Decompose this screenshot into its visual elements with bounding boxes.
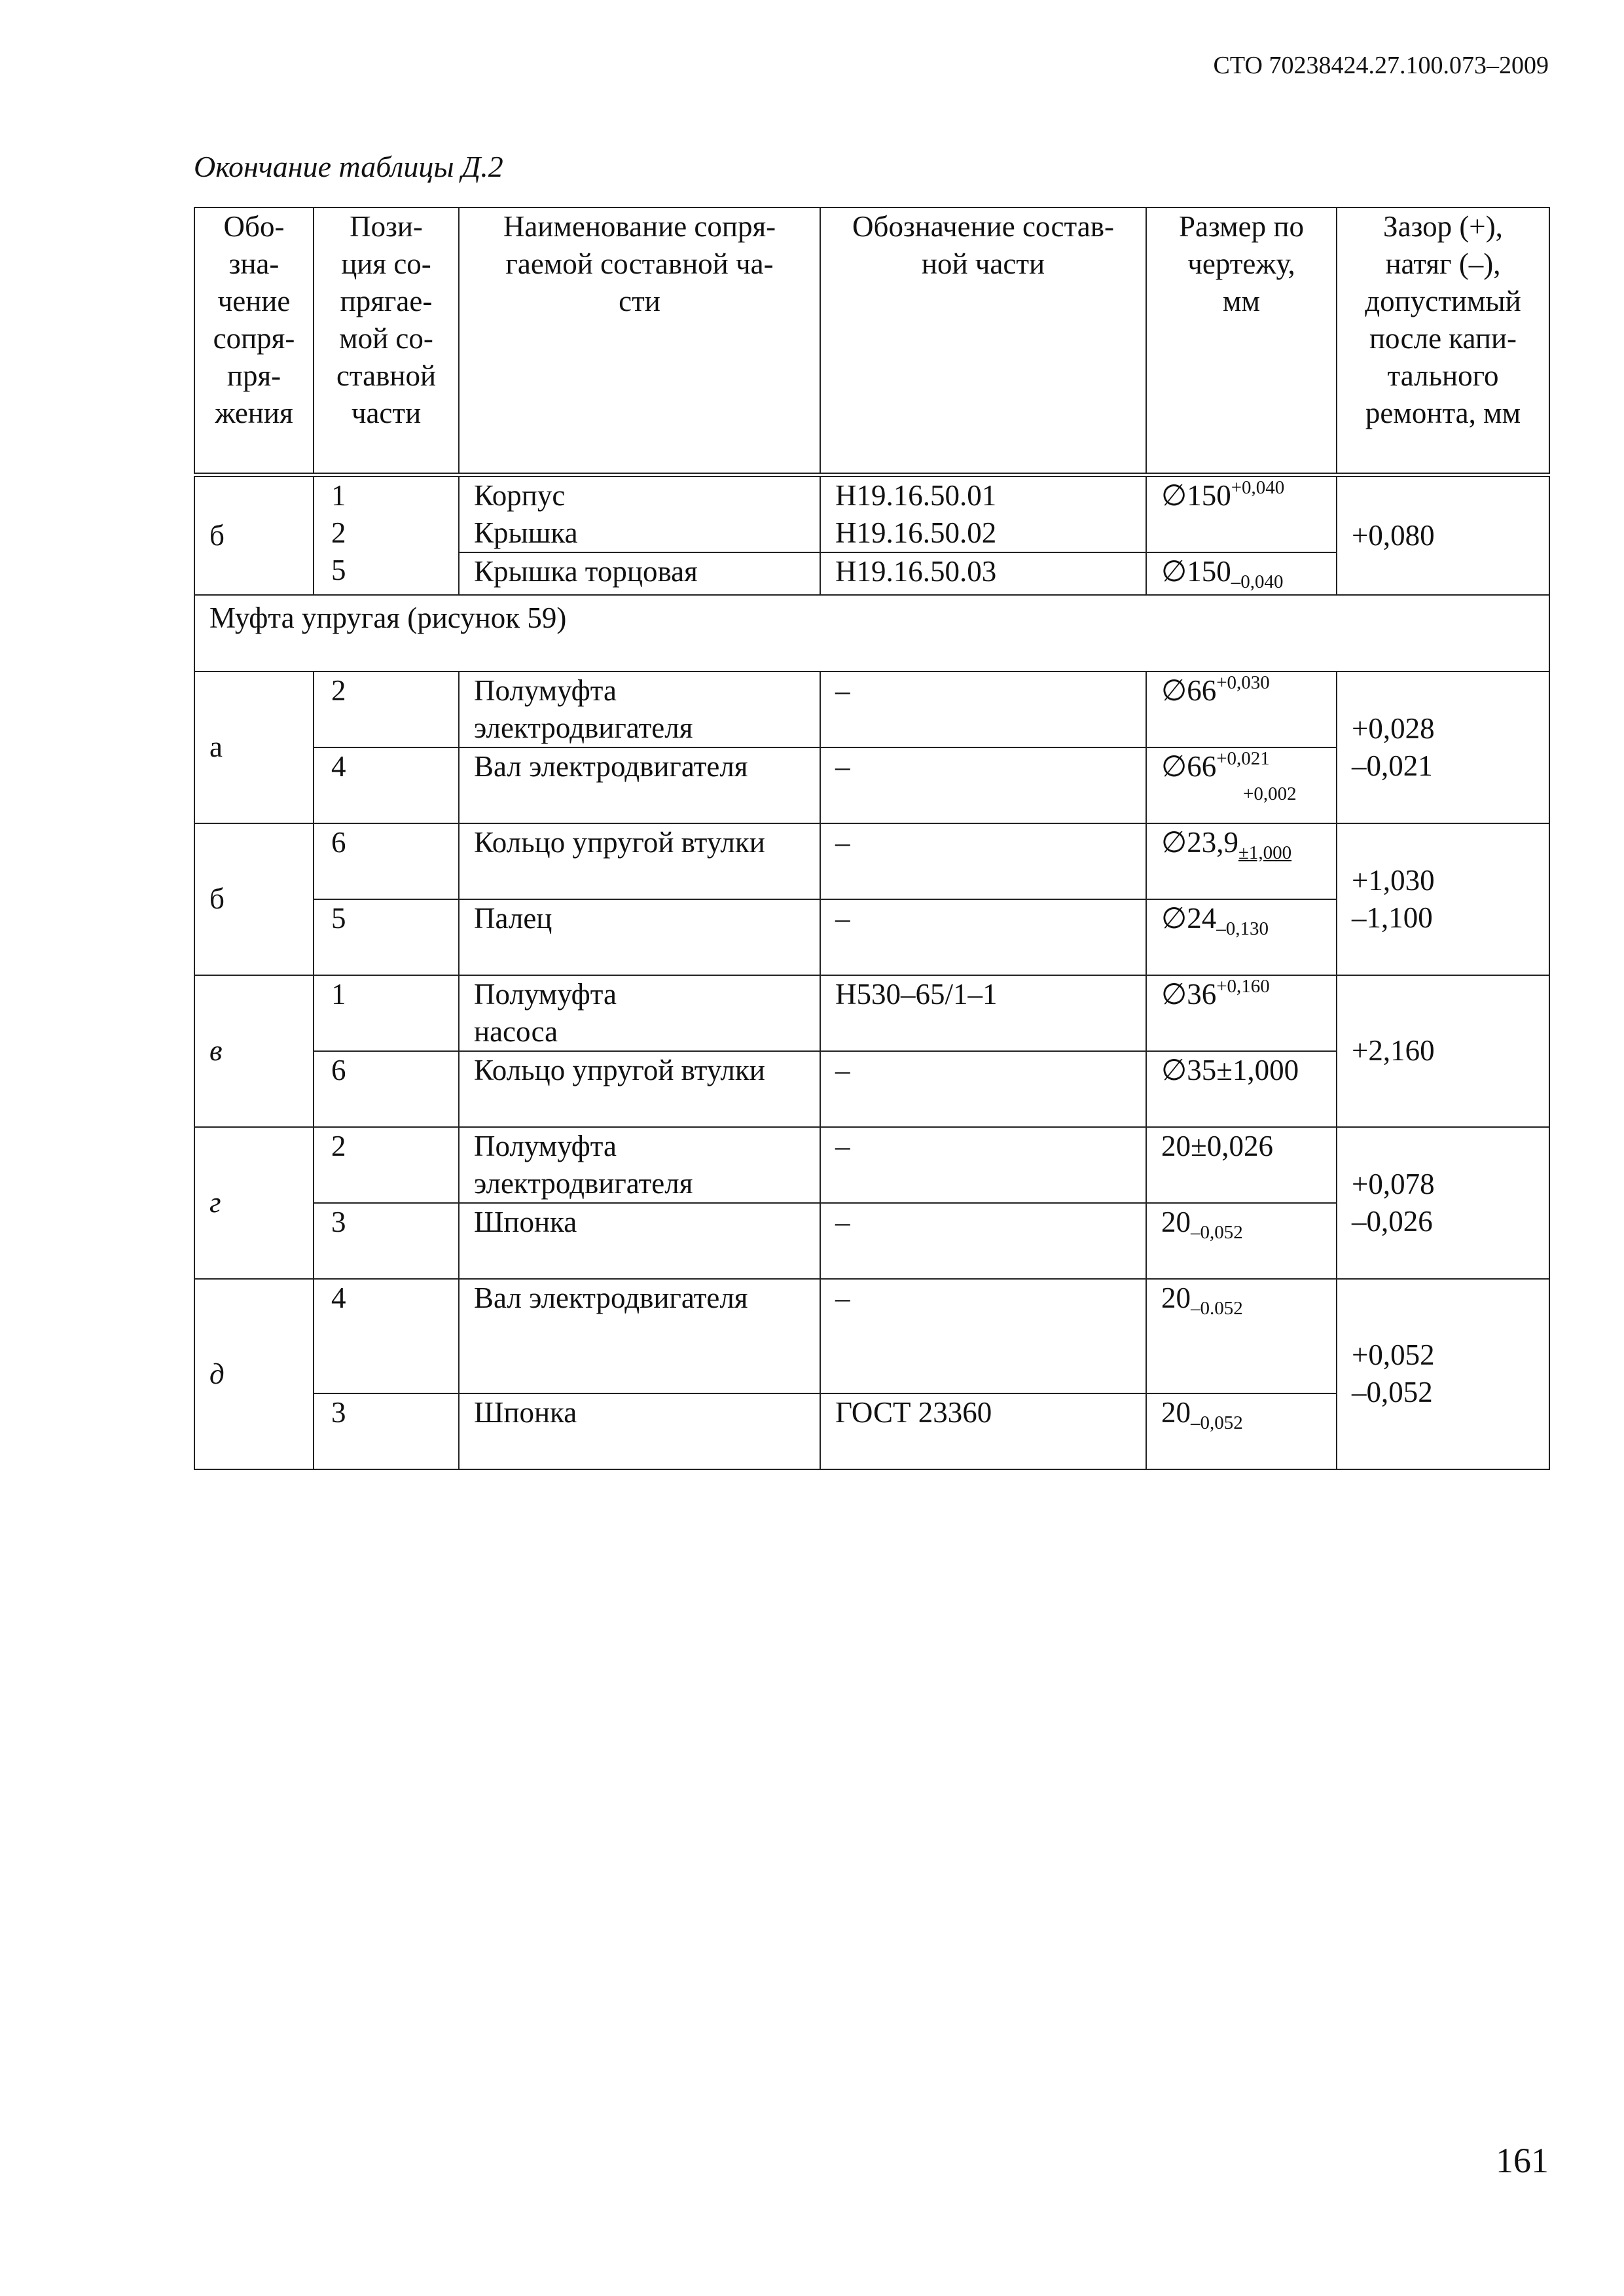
section-row — [194, 595, 1549, 672]
clearance-cell: +0,078 –0,026 — [1337, 1127, 1549, 1279]
name-cell: Шпонка — [459, 1203, 820, 1279]
size-cell: $\emptyset 24_{-0,130}$ — [1146, 899, 1337, 975]
page-number: 161 — [1496, 2141, 1549, 2180]
name-cell: Крышка торцовая — [459, 552, 820, 595]
position-cell: 1 — [314, 975, 459, 1051]
name-cell: Вал электродвигателя — [459, 747, 820, 823]
clearance-cell: +0,052 –0,052 — [1337, 1279, 1549, 1469]
size-cell: $\emptyset 150^{+0,040}$ — [1146, 475, 1337, 552]
position-cell: 6 — [314, 1051, 459, 1127]
table-header-row — [194, 207, 1549, 475]
code-cell: Н19.16.50.01 Н19.16.50.02 — [820, 475, 1146, 552]
name-cell: Полумуфта электродвигателя — [459, 672, 820, 747]
code-cell: – — [820, 747, 1146, 823]
position-cell: 1 2 5 — [314, 475, 459, 595]
code-cell: – — [820, 1203, 1146, 1279]
name-cell: Кольцо упругой втулки — [459, 823, 820, 899]
position-cell: 4 — [314, 747, 459, 823]
mark-cell: г — [194, 1127, 314, 1279]
size-cell: ∅35±1,000 — [1146, 1051, 1337, 1127]
header-mark: Обо- зна- чение сопря- пря- жения — [194, 207, 314, 475]
table-row — [194, 1279, 1549, 1393]
table-row — [194, 672, 1549, 747]
position-cell: 3 — [314, 1203, 459, 1279]
mark-cell: в — [194, 975, 314, 1127]
position-cell: 3 — [314, 1393, 459, 1469]
mark-cell: б — [194, 475, 314, 595]
position-cell: 4 — [314, 1279, 459, 1393]
header-name: Наименование сопря- гаемой составной ча- сти — [459, 207, 820, 475]
size-cell: $\emptyset 23,9_{\pm 1,000}$ — [1146, 823, 1337, 899]
table-row — [194, 475, 1549, 552]
size-cell: 20±0,026 — [1146, 1127, 1337, 1203]
clearance-cell: +0,080 — [1337, 475, 1549, 595]
code-cell: – — [820, 899, 1146, 975]
size-cell: $\emptyset 150_{-0,040}$ — [1146, 552, 1337, 595]
mark-cell: д — [194, 1279, 314, 1469]
name-cell: Корпус Крышка — [459, 475, 820, 552]
code-cell: – — [820, 1279, 1146, 1393]
size-cell: $20_{-0,052}$ — [1146, 1393, 1337, 1469]
table-caption: Окончание таблицы Д.2 — [194, 150, 503, 183]
table-row — [194, 1127, 1549, 1203]
code-cell: – — [820, 1127, 1146, 1203]
header-position: Пози- ция со- прягае- мой со- ставной части — [314, 207, 459, 475]
header-clearance: Зазор (+), натяг (–), допустимый после капи- тального ремонта, мм — [1337, 207, 1549, 475]
name-cell: Полумуфта электродвигателя — [459, 1127, 820, 1203]
size-cell: $\emptyset 66^{+0,030}$ — [1146, 672, 1337, 747]
section-title: Муфта упругая (рисунок 59) — [194, 595, 1549, 672]
mark-cell: б — [194, 823, 314, 975]
clearance-cell: +1,030 –1,100 — [1337, 823, 1549, 975]
size-cell: $20_{-0.052}$ — [1146, 1279, 1337, 1393]
name-cell: Палец — [459, 899, 820, 975]
name-cell: Вал электродвигателя — [459, 1279, 820, 1393]
mating-table — [194, 207, 1550, 1470]
document-code: СТО 70238424.27.100.073–2009 — [1213, 52, 1549, 79]
code-cell: – — [820, 672, 1146, 747]
position-cell: 2 — [314, 1127, 459, 1203]
header-code: Обозначение состав- ной части — [820, 207, 1146, 475]
table-row — [194, 823, 1549, 899]
table-row — [194, 975, 1549, 1051]
size-cell: $\emptyset 36^{+0,160}$ — [1146, 975, 1337, 1051]
header-size: Размер по чертежу, мм — [1146, 207, 1337, 475]
name-cell: Шпонка — [459, 1393, 820, 1469]
position-cell: 6 — [314, 823, 459, 899]
clearance-cell: +0,028 –0,021 — [1337, 672, 1549, 823]
code-cell: Н19.16.50.03 — [820, 552, 1146, 595]
position-cell: 5 — [314, 899, 459, 975]
mark-cell: а — [194, 672, 314, 823]
clearance-cell: +2,160 — [1337, 975, 1549, 1127]
code-cell: ГОСТ 23360 — [820, 1393, 1146, 1469]
code-cell: – — [820, 1051, 1146, 1127]
size-cell: $\emptyset 66^{+0,021}$ +0,002 — [1146, 747, 1337, 823]
size-cell: $20_{-0,052}$ — [1146, 1203, 1337, 1279]
name-cell: Кольцо упругой втулки — [459, 1051, 820, 1127]
name-cell: Полумуфта насоса — [459, 975, 820, 1051]
position-cell: 2 — [314, 672, 459, 747]
code-cell: Н530–65/1–1 — [820, 975, 1146, 1051]
code-cell: – — [820, 823, 1146, 899]
